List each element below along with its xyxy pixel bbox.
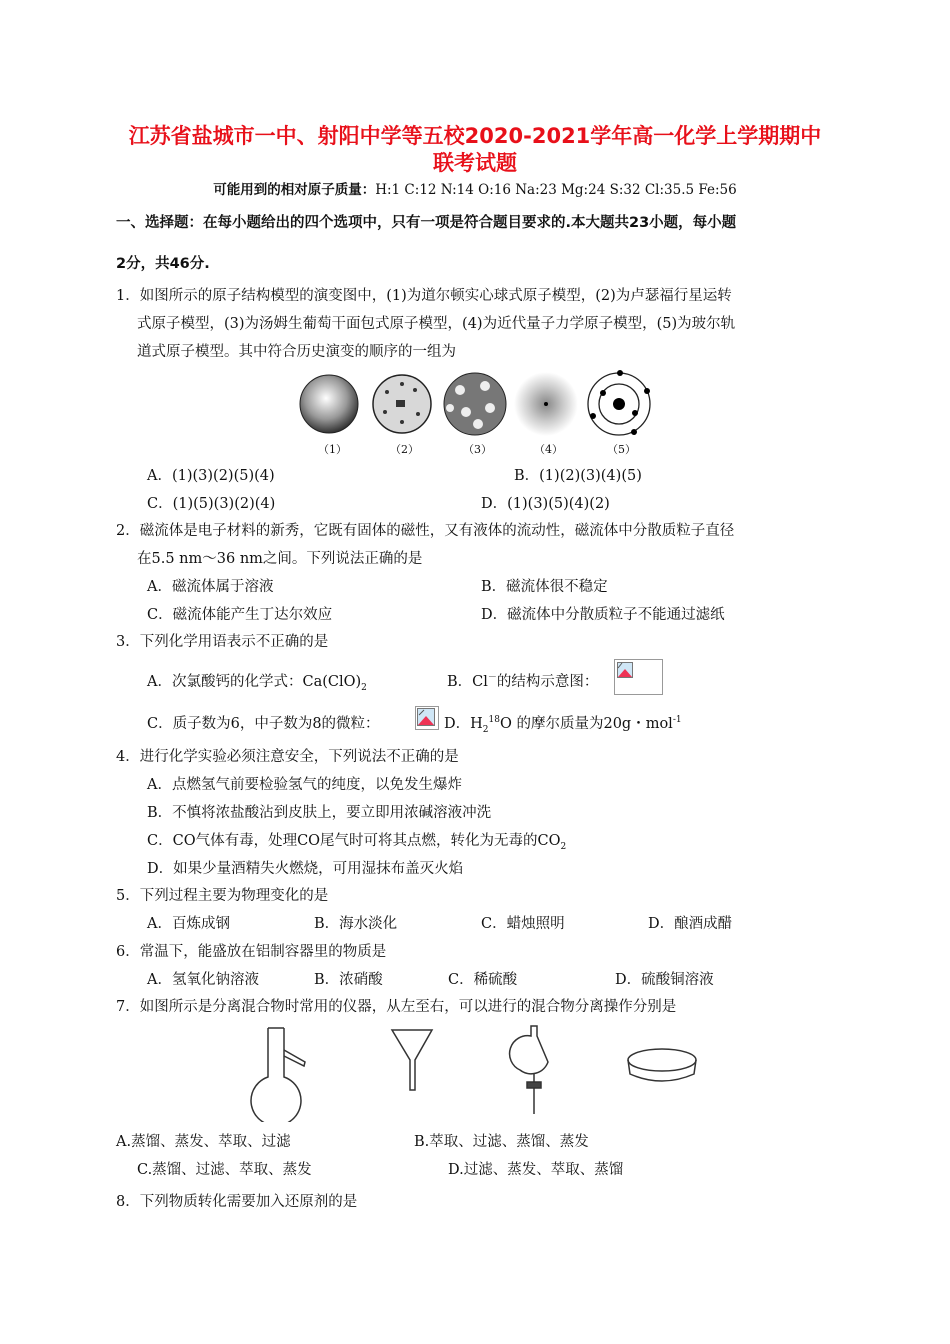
q2-option-a: A．磁流体属于溶液 <box>147 579 274 595</box>
q3-option-b <box>447 670 598 691</box>
q3-option-b-sup: － <box>487 673 497 684</box>
q3-option-a-sub: 2 <box>361 682 367 693</box>
q3-option-d-post: O 的摩尔质量为20g・mol <box>499 716 673 732</box>
broken-image-icon <box>614 659 663 695</box>
q8-stem: 8．下列物质转化需要加入还原剂的是 <box>116 1194 358 1210</box>
dalton-model-icon <box>300 375 358 433</box>
quantum-model-icon <box>514 372 578 436</box>
section1-line2: 2分，共46分. <box>116 256 210 272</box>
q3-option-b-pre: B．Cl <box>447 674 488 690</box>
q4-option-c <box>147 829 566 852</box>
q3-option-d <box>444 712 682 735</box>
q6-stem: 6．常温下，能盛放在铝制容器里的物质是 <box>116 944 387 960</box>
q1-option-a: A．(1)(3)(2)(5)(4) <box>147 468 275 484</box>
q3-option-d-sup2: -1 <box>672 715 682 726</box>
atomic-mass-values: H:1 C:12 N:14 O:16 Na:23 Mg:24 S:32 Cl:35.5 Fe:56 <box>375 182 737 198</box>
funnel-icon <box>392 1030 432 1090</box>
q7-option-a: A.蒸馏、蒸发、萃取、过滤 <box>116 1134 291 1150</box>
q3-option-c: C．质子数为6，中子数为8的微粒： <box>147 716 380 732</box>
broken-image-icon <box>415 706 439 730</box>
bohr-model-icon <box>588 370 650 435</box>
q2-line1: 2．磁流体是电子材料的新秀，它既有固体的磁性，又有液体的流动性，磁流体中分散质粒子直径 <box>116 523 735 539</box>
distillation-flask-icon <box>251 1028 305 1122</box>
evaporating-dish-icon <box>628 1049 696 1081</box>
q2-option-c: C．磁流体能产生丁达尔效应 <box>147 607 333 623</box>
thomson-model-icon <box>444 373 506 435</box>
q4-option-c-sub: 2 <box>560 841 567 852</box>
document-title-line1: 江苏省盐城市一中、射阳中学等五校2020-2021学年高一化学上学期期中 <box>128 124 822 148</box>
q1-option-b: B．(1)(2)(3)(4)(5) <box>514 468 642 484</box>
q2-line2: 在5.5 nm～36 nm之间。下列说法正确的是 <box>137 551 423 567</box>
q3-option-d-sub: 2 <box>482 724 489 735</box>
q3-option-d-sup: 18 <box>488 715 500 726</box>
q6-option-b: B．浓硝酸 <box>314 972 383 988</box>
q6-option-a: A．氢氧化钠溶液 <box>147 972 259 988</box>
q7-option-b: B.萃取、过滤、蒸馏、蒸发 <box>414 1134 589 1150</box>
q1-line3: 道式原子模型。其中符合历史演变的顺序的一组为 <box>137 344 456 360</box>
separatory-funnel-icon <box>510 1026 548 1114</box>
q4-stem: 4．进行化学实验必须注意安全，下列说法不正确的是 <box>116 749 459 765</box>
q4-option-c-text: C．CO气体有毒，处理CO尾气时可将其点燃，转化为无毒的CO <box>147 833 561 849</box>
q1-line1: 1．如图所示的原子结构模型的演变图中，(1)为道尔顿实心球式原子模型，(2)为卢瑟福行星运转 <box>116 288 732 304</box>
q1-option-c: C．(1)(5)(3)(2)(4) <box>147 496 276 512</box>
q2-option-d: D．磁流体中分散质粒子不能通过滤纸 <box>481 607 725 623</box>
q5-option-b: B．海水淡化 <box>314 916 398 932</box>
q3-option-a <box>147 670 367 693</box>
q4-option-a: A．点燃氢气前要检验氢气的纯度，以免发生爆炸 <box>147 777 462 793</box>
q4-option-b: B．不慎将浓盐酸沾到皮肤上，要立即用浓碱溶液冲洗 <box>147 805 492 821</box>
document-title-line2: 联考试题 <box>433 151 517 175</box>
q7-option-c: C.蒸馏、过滤、萃取、蒸发 <box>137 1162 312 1178</box>
model-caption-3: （3） <box>463 443 492 456</box>
q5-option-a: A．百炼成钢 <box>147 916 230 932</box>
q7-stem: 7．如图所示是分离混合物时常用的仪器，从左至右，可以进行的混合物分离操作分别是 <box>116 999 677 1015</box>
lab-apparatus-figure <box>250 1022 710 1122</box>
q3-option-b-post: 的结构示意图： <box>496 674 599 690</box>
model-caption-5: （5） <box>607 443 636 456</box>
model-caption-1: （1） <box>318 443 347 456</box>
section1-line1: 一、选择题：在每小题给出的四个选项中，只有一项是符合题目要求的.本大题共23小题，每小题 <box>116 215 737 231</box>
rutherford-model-icon <box>373 375 431 433</box>
model-caption-2: （2） <box>390 443 419 456</box>
q1-option-d: D．(1)(3)(5)(4)(2) <box>481 496 610 512</box>
atomic-mass-line <box>0 178 950 198</box>
q5-option-d: D．酿酒成醋 <box>648 916 733 932</box>
q3-stem: 3．下列化学用语表示不正确的是 <box>116 634 329 650</box>
q1-line2: 式原子模型，(3)为汤姆生葡萄干面包式原子模型，(4)为近代量子力学原子模型，(5)为玻尔轨 <box>137 316 736 332</box>
q4-option-d: D．如果少量酒精失火燃烧，可用湿抹布盖灭火焰 <box>147 861 464 877</box>
q2-option-b: B．磁流体很不稳定 <box>481 579 608 595</box>
model-caption-4: （4） <box>534 443 563 456</box>
q5-stem: 5．下列过程主要为物理变化的是 <box>116 888 329 904</box>
q7-option-d: D.过滤、蒸发、萃取、蒸馏 <box>448 1162 624 1178</box>
q6-option-d: D．硫酸铜溶液 <box>615 972 714 988</box>
q3-option-d-pre: D．H <box>444 716 483 732</box>
atomic-mass-label: 可能用到的相对原子质量： <box>213 182 376 198</box>
q3-option-a-text: A．次氯酸钙的化学式：Ca(ClO) <box>147 674 362 690</box>
q5-option-c: C．蜡烛照明 <box>481 916 565 932</box>
q6-option-c: C．稀硫酸 <box>448 972 518 988</box>
